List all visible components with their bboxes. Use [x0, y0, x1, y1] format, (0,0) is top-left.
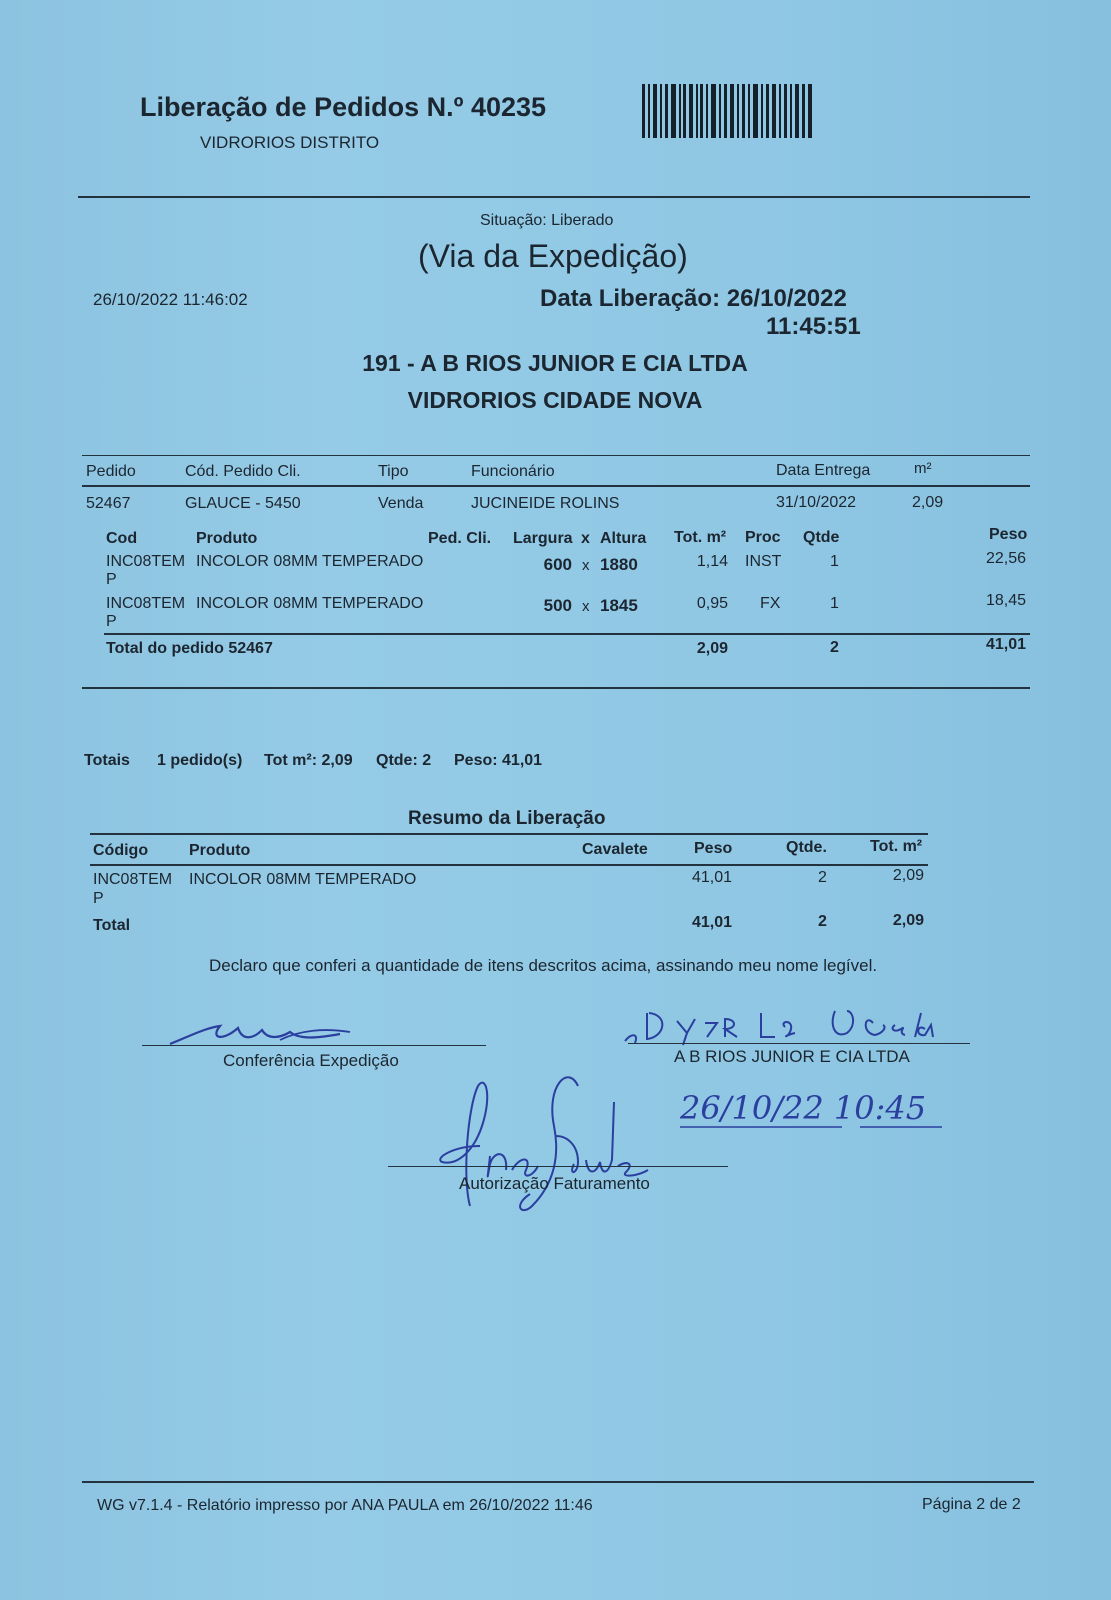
conference-line: [142, 1045, 486, 1046]
summary-row-peso: 41,01: [691, 869, 732, 886]
customer-signature-label: A B RIOS JUNIOR E CIA LTDA: [674, 1047, 910, 1066]
item-x: x: [582, 557, 590, 574]
totals-tot-m2: Tot m²: 2,09: [264, 752, 353, 769]
order-total-qtde: 2: [830, 639, 839, 656]
totals-qtde: Qtde: 2: [376, 752, 432, 769]
order-table-bottom: [82, 687, 1030, 689]
summary-col-peso: Peso: [694, 840, 733, 857]
col-tipo: Tipo: [378, 463, 409, 480]
items-col-proc: Proc: [745, 529, 781, 546]
authorization-line: [388, 1166, 728, 1167]
header-divider: [78, 196, 1030, 198]
col-pedido: Pedido: [86, 463, 136, 480]
item-qtde: 1: [830, 595, 839, 612]
summary-total-peso: 41,01: [691, 914, 732, 931]
handwritten-date-image: [680, 1089, 950, 1131]
customer-name: 191 - A B RIOS JUNIOR E CIA LTDA: [362, 350, 748, 376]
summary-total-label: Total: [93, 917, 131, 934]
order-tipo-value: Venda: [378, 495, 424, 512]
footer-report-info: WG v7.1.4 - Relatório impresso por ANA PAULA em 26/10/2022 11:46: [97, 1497, 593, 1514]
items-col-produto: Produto: [196, 530, 258, 547]
item-qtde: 1: [830, 553, 839, 570]
order-data-entrega-value: 31/10/2022: [776, 494, 857, 511]
item-tot-m2: 0,95: [696, 595, 728, 612]
col-cod-pedido-cli: Cód. Pedido Cli.: [185, 463, 301, 480]
order-header-divider: [82, 485, 1030, 487]
summary-row-codigo: INC08TEM: [93, 871, 173, 888]
summary-total-qtde: 2: [818, 913, 827, 930]
order-cod-cli-value: GLAUCE - 5450: [185, 495, 301, 512]
order-total-label: Total do pedido 52467: [106, 640, 273, 657]
status-text: Situação: Liberado: [480, 212, 614, 229]
item-altura: 1880: [600, 555, 638, 574]
conference-signature: [150, 1018, 360, 1048]
order-total-peso: 41,01: [985, 636, 1026, 653]
items-col-peso: Peso: [989, 526, 1028, 543]
item-proc: INST: [745, 553, 782, 570]
summary-row-qtde: 2: [818, 869, 827, 886]
order-pedido-value: 52467: [86, 495, 131, 512]
summary-col-qtde: Qtde.: [786, 839, 827, 856]
summary-row-produto: INCOLOR 08MM TEMPERADO: [189, 871, 417, 888]
page-title: Liberação de Pedidos N.º 40235: [140, 92, 547, 122]
item-x: x: [582, 598, 590, 615]
items-col-largura: Largura: [513, 530, 573, 547]
copy-label: (Via da Expedição): [418, 238, 688, 274]
item-cod-cont: P: [106, 613, 117, 630]
company-name: VIDRORIOS DISTRITO: [200, 133, 380, 152]
footer-rule: [82, 1481, 1034, 1483]
summary-col-tot-m2: Tot. m²: [870, 838, 923, 855]
item-largura: 600: [543, 555, 572, 574]
item-altura: 1845: [600, 596, 638, 615]
item-produto: INCOLOR 08MM TEMPERADO: [196, 553, 424, 570]
item-cod: INC08TEM: [106, 595, 186, 612]
footer-page-number: Página 2 de 2: [922, 1496, 1021, 1513]
customer-signature: [625, 1003, 975, 1045]
items-col-tot-m2: Tot. m²: [674, 529, 727, 546]
summary-total-tot-m2: 2,09: [892, 912, 924, 929]
items-col-x: x: [581, 530, 590, 547]
order-total-m2: 2,09: [696, 640, 728, 657]
totals-pedidos: 1 pedido(s): [157, 752, 243, 769]
declaration-text: Declaro que conferi a quantidade de itens descritos acima, assinando meu nome legível.: [209, 956, 878, 975]
items-col-ped-cli: Ped. Cli.: [428, 530, 492, 547]
summary-header-rule: [90, 864, 928, 866]
item-peso: 18,45: [985, 592, 1026, 609]
printed-datetime: 26/10/2022 11:46:02: [93, 290, 248, 309]
barcode: [642, 84, 812, 138]
order-table-top: [82, 455, 1030, 456]
summary-col-cavalete: Cavalete: [582, 841, 648, 858]
customer-line: [628, 1043, 970, 1044]
item-peso: 22,56: [985, 550, 1026, 567]
totals-peso: Peso: 41,01: [454, 752, 543, 769]
release-date: Data Liberação: 26/10/2022: [540, 285, 847, 312]
col-funcionario: Funcionário: [471, 463, 555, 480]
customer-branch: VIDRORIOS CIDADE NOVA: [407, 387, 703, 413]
conference-label: Conferência Expedição: [223, 1051, 399, 1070]
item-produto: INCOLOR 08MM TEMPERADO: [196, 595, 424, 612]
order-total-divider: [104, 633, 1030, 635]
totals-label: Totais: [84, 752, 130, 769]
item-largura: 500: [543, 596, 572, 615]
item-cod: INC08TEM: [106, 553, 186, 570]
handwritten-date: 26/10/22 10:45: [680, 1089, 927, 1127]
summary-row-tot-m2: 2,09: [892, 867, 924, 884]
summary-col-codigo: Código: [93, 842, 149, 859]
summary-top-rule: [90, 833, 928, 835]
col-m2: m²: [914, 460, 932, 477]
items-col-cod: Cod: [106, 530, 138, 547]
order-m2-value: 2,09: [912, 494, 944, 511]
order-funcionario-value: JUCINEIDE ROLINS: [471, 495, 620, 512]
col-data-entrega: Data Entrega: [776, 462, 871, 479]
item-proc: FX: [760, 595, 781, 612]
item-cod-cont: P: [106, 571, 117, 588]
release-time: 11:45:51: [766, 313, 861, 340]
summary-title: Resumo da Liberação: [408, 808, 606, 829]
summary-row-codigo-cont: P: [93, 890, 104, 907]
summary-col-produto: Produto: [189, 842, 251, 859]
authorization-label: Autorização Faturamento: [459, 1174, 650, 1193]
item-tot-m2: 1,14: [696, 553, 728, 570]
items-col-qtde: Qtde: [803, 529, 840, 546]
items-col-altura: Altura: [600, 530, 647, 547]
